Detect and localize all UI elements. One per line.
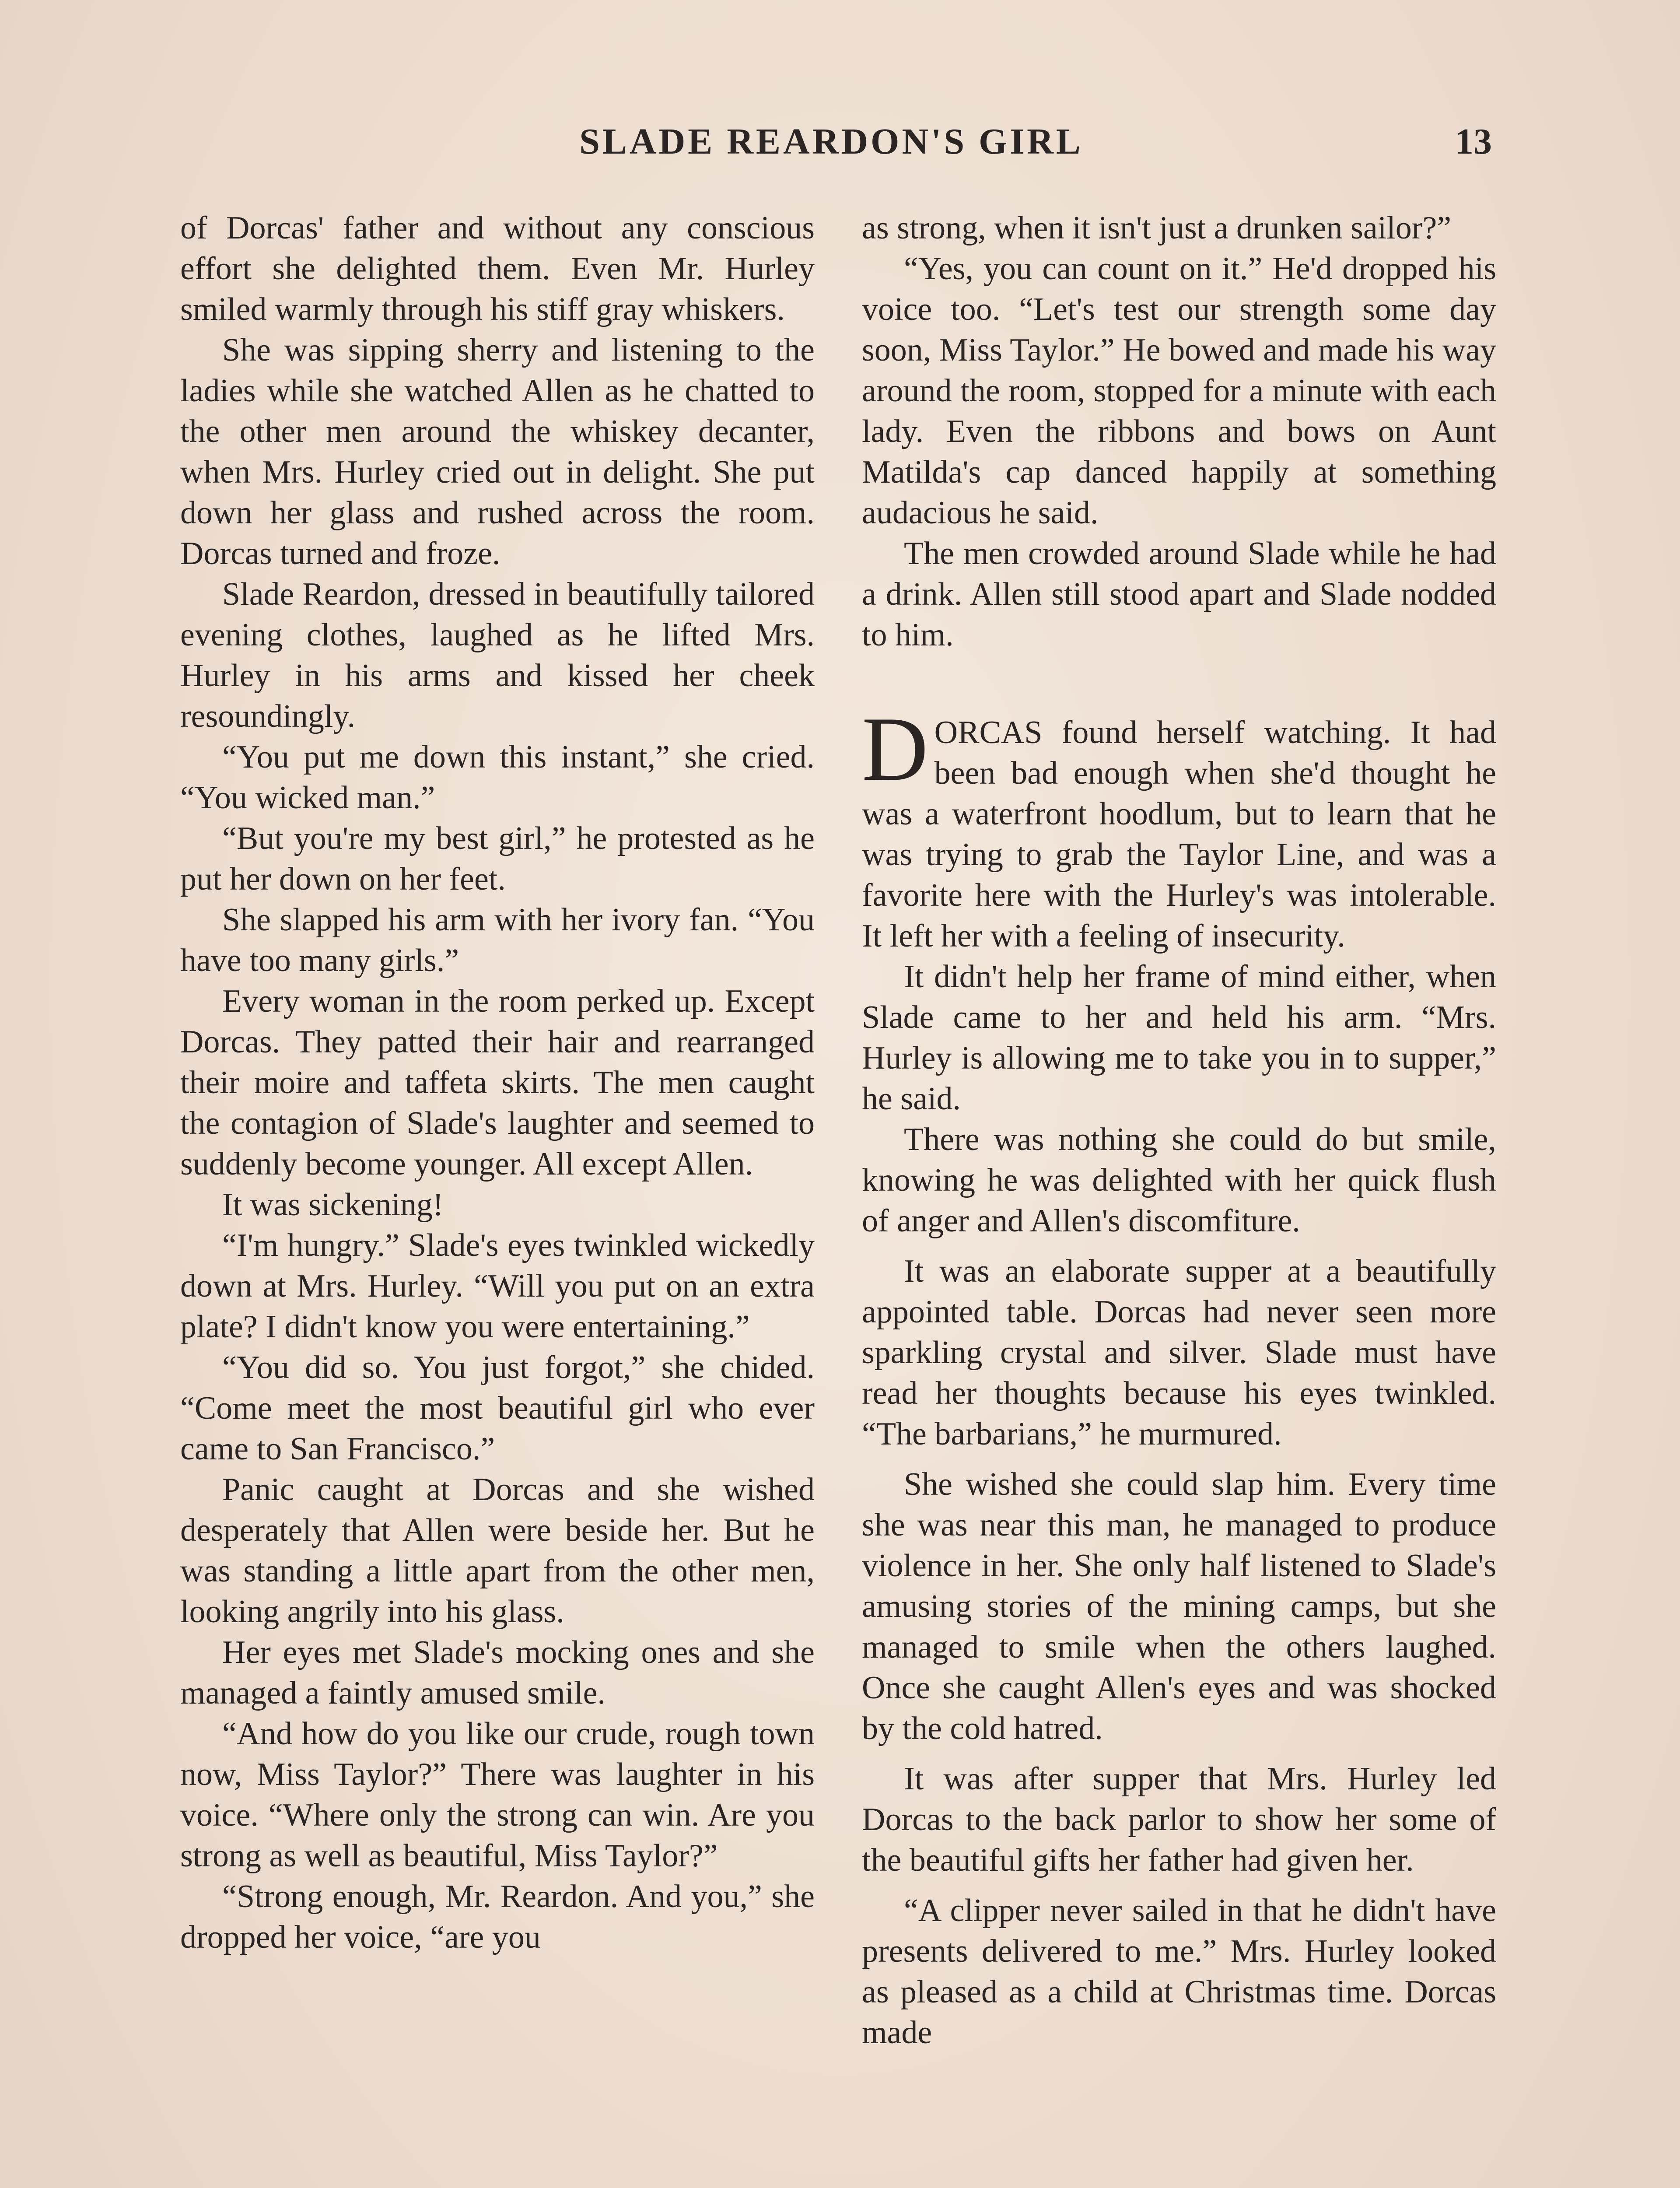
paragraph: Her eyes met Slade's mocking ones and she managed a faintly amused smile. bbox=[180, 1634, 815, 1711]
paragraph: “Yes, you can count on it.” He'd dropped his voice too. “Let's test our strength some day soon, Miss Taylor.” He bowed and made his way around the room, stopped for a minute with each lady. Even the ribbons and bows on Aunt Matilda's cap danced happily at something audacious he said. bbox=[862, 251, 1496, 531]
section-opening-paragraph bbox=[862, 698, 1496, 957]
paragraph: “And how do you like our crude, rough town now, Miss Taylor?” There was laughter in his voice. “Where only the strong can win. Are you strong as well as beautiful, Miss Taylor?” bbox=[180, 1716, 815, 1874]
paragraph: “You did so. You just forgot,” she chided. “Come meet the most beautiful girl who ever came to San Francisco.” bbox=[180, 1350, 815, 1467]
drop-cap: D bbox=[862, 698, 928, 800]
paragraph: The men crowded around Slade while he had a drink. Allen still stood apart and Slade nodded to him. bbox=[862, 536, 1496, 653]
paragraph: of Dorcas' father and without any conscious effort she delighted them. Even Mr. Hurley smiled warmly through his stiff gray whiskers. bbox=[180, 210, 815, 327]
right-column bbox=[862, 208, 1496, 2053]
paragraph: Slade Reardon, dressed in beautifully tailored evening clothes, laughed as he lifted Mrs. Hurley in his arms and kissed her cheek resoundingly. bbox=[180, 576, 815, 734]
paragraph: “Strong enough, Mr. Reardon. And you,” she dropped her voice, “are you bbox=[180, 1879, 815, 1955]
paragraph: “I'm hungry.” Slade's eyes twinkled wickedly down at Mrs. Hurley. “Will you put on an extra plate? I didn't know you were entertaining.” bbox=[180, 1227, 815, 1345]
paragraph: She slapped his arm with her ivory fan. “You have too many girls.” bbox=[180, 902, 815, 978]
paragraph: It was an elaborate supper at a beautifully appointed table. Dorcas had never seen more sparkling crystal and silver. Slade must have read her thoughts because his eyes twinkled. “The barbarians,” he murmured. bbox=[862, 1253, 1496, 1452]
paragraph: “You put me down this instant,” she cried. “You wicked man.” bbox=[180, 739, 815, 816]
paragraph: “A clipper never sailed in that he didn't have presents delivered to me.” Mrs. Hurley looked as pleased as a child at Christmas time. Dorcas made bbox=[862, 1893, 1496, 2051]
paragraph: It was sickening! bbox=[222, 1187, 444, 1223]
paragraph: It was after supper that Mrs. Hurley led Dorcas to the back parlor to show her some of the beautiful gifts her father had given her. bbox=[862, 1761, 1496, 1878]
paragraph: as strong, when it isn't just a drunken sailor?” bbox=[862, 210, 1452, 246]
paragraph: She wished she could slap him. Every time she was near this man, he managed to produce violence in her. She only half listened to Slade's amusing stories of the mining camps, but she managed to smile when the others laughed. Once she caught Allen's eyes and was shocked by the cold hatred. bbox=[862, 1466, 1496, 1746]
left-column bbox=[180, 208, 815, 1958]
paragraph: There was nothing she could do but smile, knowing he was delighted with her quick flush of anger and Allen's discomfiture. bbox=[862, 1122, 1496, 1239]
page-number: 13 bbox=[1455, 121, 1492, 162]
drop-cap-continuation: ORCAS found herself watching. It had been bad enough when she'd thought he was a waterfront hoodlum, but to learn that he was trying to grab the Taylor Line, and was a favorite here with the Hurley's was intolerable. It left her with a feeling of insecurity. bbox=[862, 715, 1496, 954]
paragraph: Panic caught at Dorcas and she wished desperately that Allen were beside her. But he was standing a little apart from the other men, looking angrily into his glass. bbox=[180, 1472, 815, 1630]
running-title: SLADE REARDON'S GIRL bbox=[579, 121, 1083, 162]
paragraph: She was sipping sherry and listening to the ladies while she watched Allen as he chatted to the other men around the whiskey decanter, when Mrs. Hurley cried out in delight. She put down her glass and rushed across the room. Dorcas turned and froze. bbox=[180, 332, 815, 572]
paragraph: It didn't help her frame of mind either, when Slade came to her and held his arm. “Mrs. Hurley is allowing me to take you in to supper,” he said. bbox=[862, 959, 1496, 1117]
paragraph: Every woman in the room perked up. Except Dorcas. They patted their hair and rearranged their moire and taffeta skirts. The men caught the contagion of Slade's laughter and seemed to suddenly become younger. All except Allen. bbox=[180, 983, 815, 1182]
paragraph: “But you're my best girl,” he protested as he put her down on her feet. bbox=[180, 820, 815, 897]
page-header bbox=[179, 120, 1492, 173]
